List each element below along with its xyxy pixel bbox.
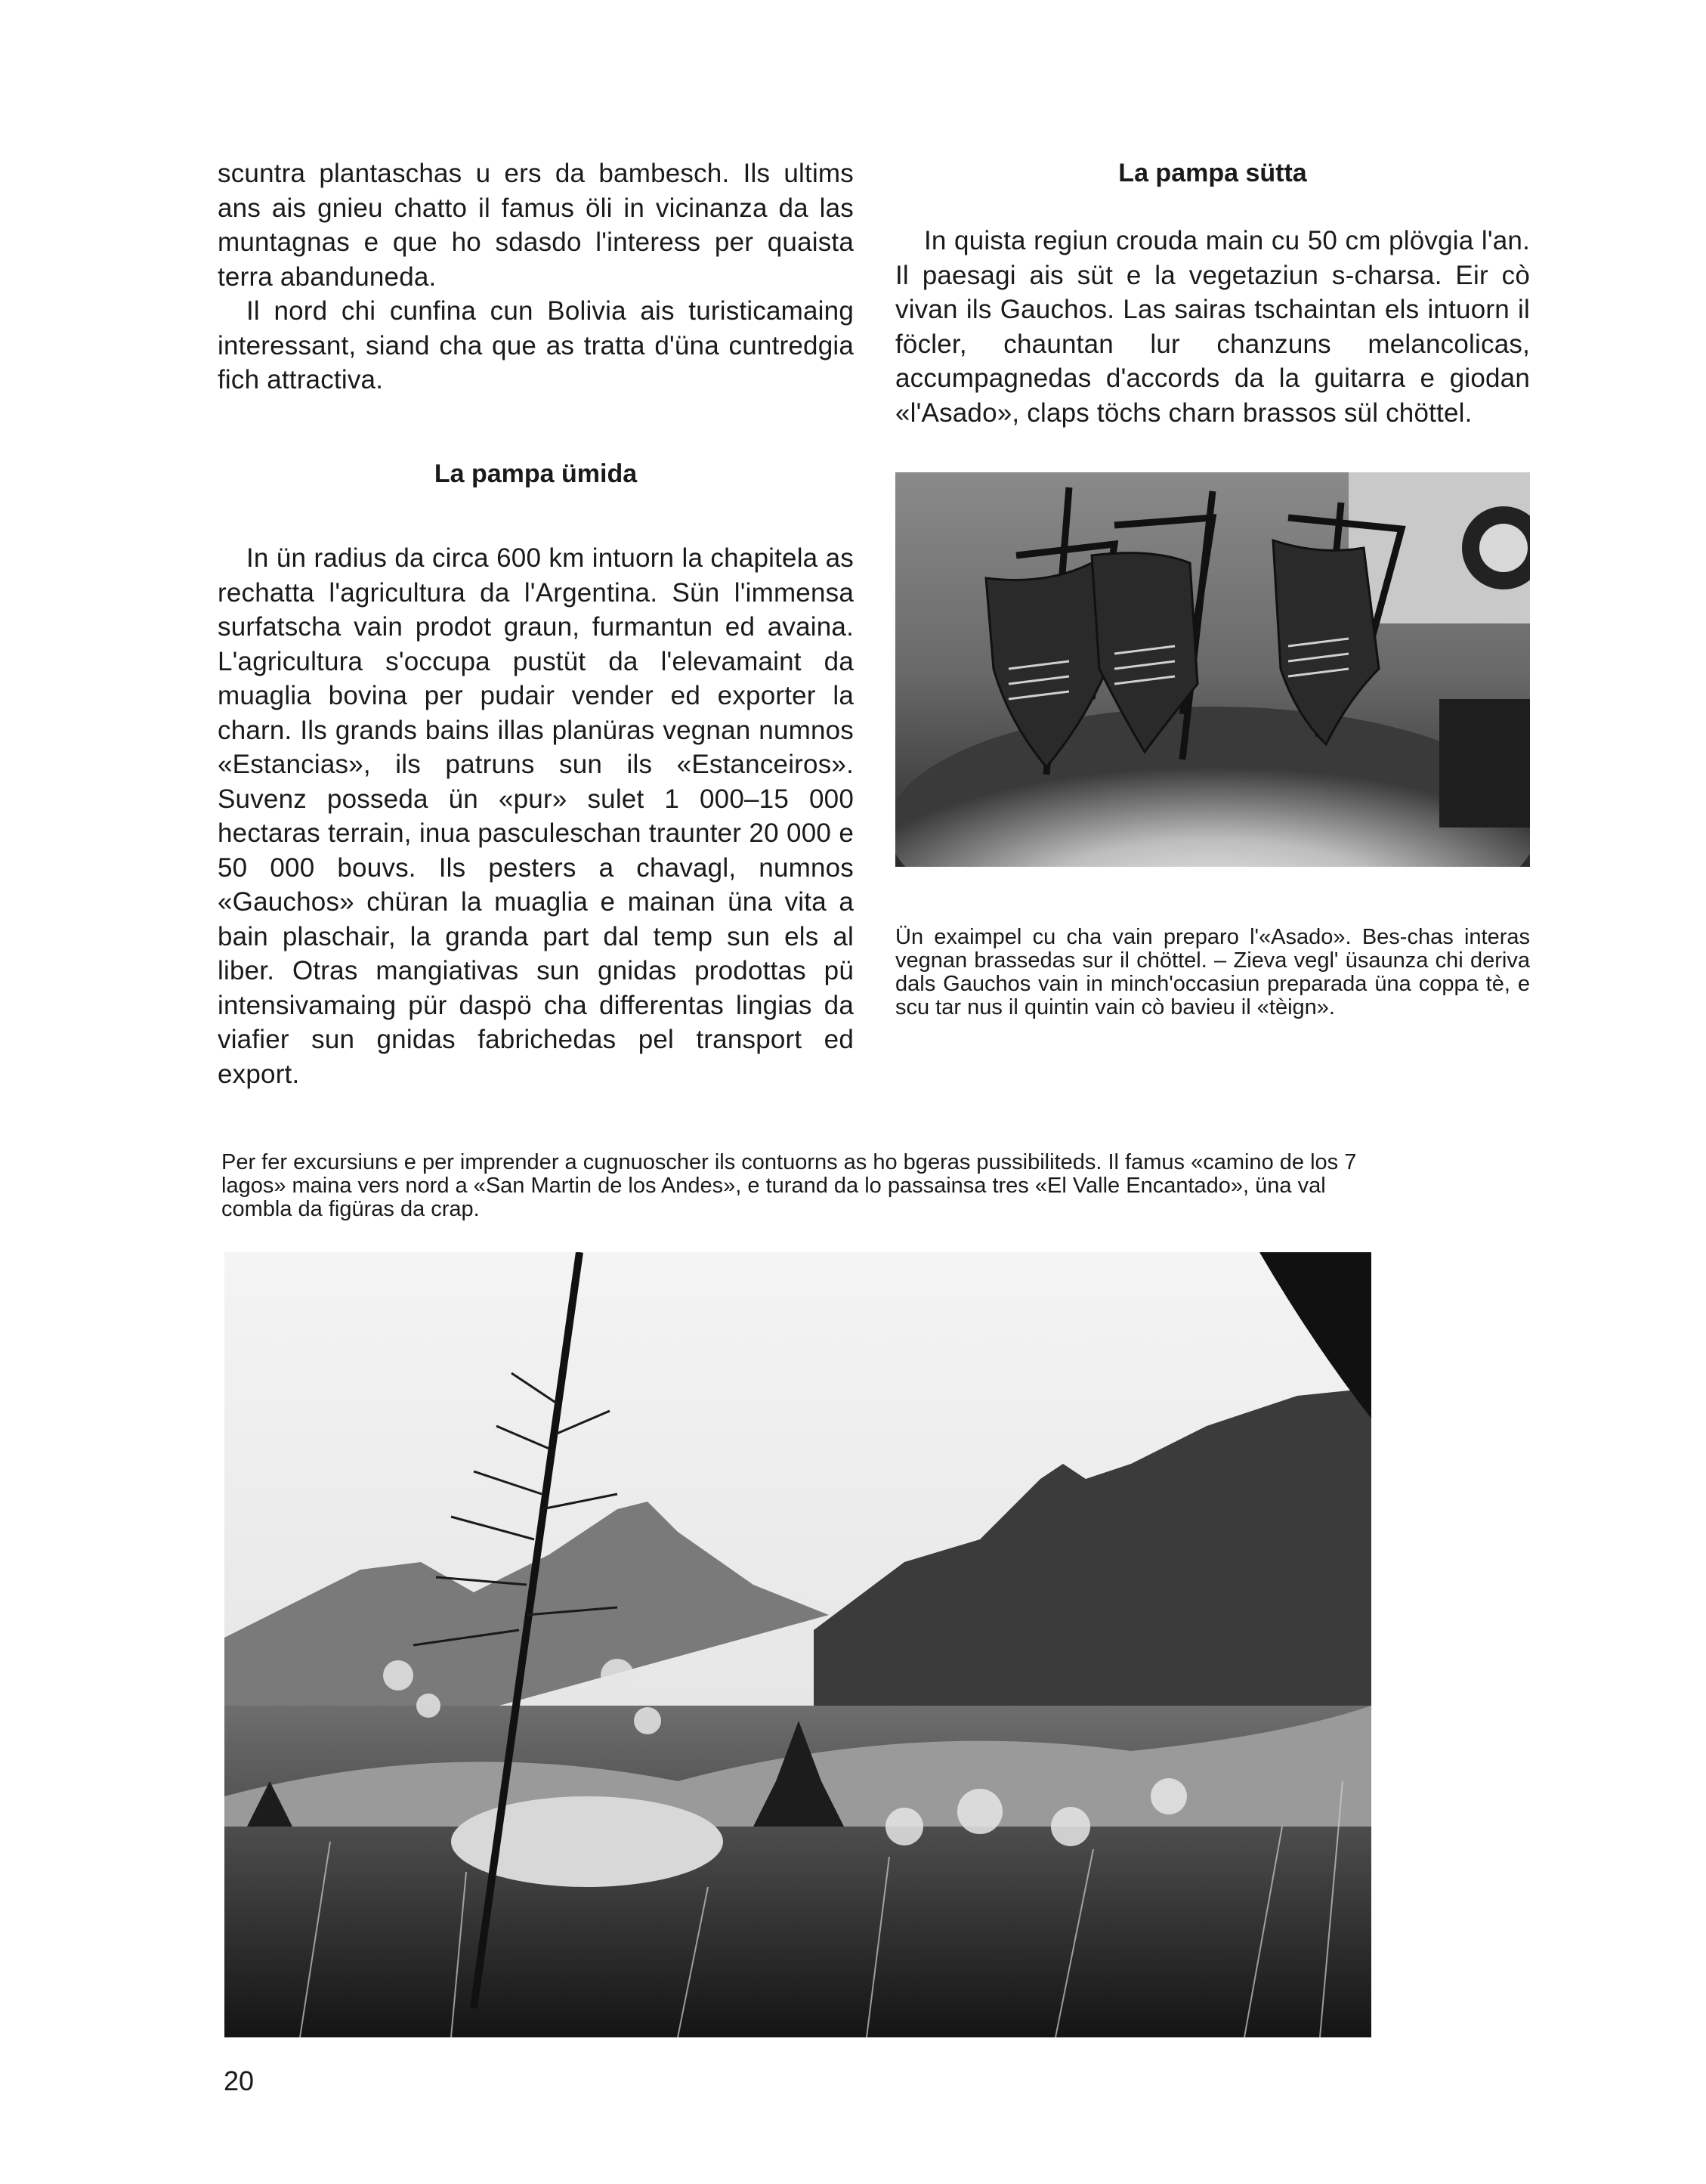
heading-pampa-sutta: La pampa sütta: [1118, 159, 1307, 187]
heading-pampa-umida: La pampa ümida: [434, 459, 638, 488]
intro-paragraph-1: scuntra plantaschas u ers da bambesch. Ils ultims ans ais gnieu chatto il famus öli in vicinanza da las muntagnas e que ho sdasdo l'interess per quaista terra abanduneda.: [218, 159, 854, 292]
asado-photo: [895, 472, 1530, 867]
asado-photo-image: [895, 472, 1530, 867]
pampa-umida-paragraph: In ün radius da circa 600 km intuorn la chapitela as rechatta l'agricultura da l'Argentina. Sün l'immensa surfatscha vain prodot graun, furmantun ed avaina. L'agricultura s'occupa pustüt da l'elevamaint da muaglia bovina per pudair vender ed exporter la charn. Ils grands bains illas planüras vegnan numnos «Estancias», ils patruns sun ils «Estanceiros». Suvenz posseda ün «pur» sulet 1 000–15 000 hectaras terrain, inua pasculeschan traunter 20 000 e 50 000 bouvs. Ils pesters a chavagl, numnos «Gauchos» chüran la muaglia e mainan üna vita a bain plaschair, la granda part dal temp sun els al liber. Otras mangiativas sun gnidas prodottas pü intensivamaing pür daspö cha differentas lingias da viafier sun gnidas fabrichedas pel transport ed export.: [218, 543, 854, 1089]
asado-caption: Ün exaimpel cu cha vain preparo l'«Asado». Bes-chas interas vegnan brassedas sur il chöttel. – Zieva vegl' üsaunza chi deriva dals Gauchos vain in minch'occasiun preparada üna coppa tè, e scu tar nus il quintin vain cò bavieu il «tèign».: [895, 925, 1530, 1019]
valle-encantado-photo-image: [224, 1252, 1371, 2037]
excursions-caption: Per fer excursiuns e per imprender a cugnuoscher ils contuorns as ho bgeras pussibiliteds. Il famus «camino de los 7 lagos» maina vers nord a «San Martin de los Andes», e turand da lo passainsa tres «El Valle Encantado», üna val combla da figüras da crap.: [221, 1150, 1357, 1221]
pampa-sutta-paragraph: In quista regiun crouda main cu 50 cm plövgia l'an. Il paesagi ais süt e la vegetaziun s-charsa. Eir cò vivan ils Gauchos. Las sairas tschaintan els intuorn il föcler, chauntan lur chanzuns melancolicas, accumpagnedas d'accords da la guitarra e giodan «l'Asado», claps töchs charn brassos sül chöttel.: [895, 226, 1530, 428]
right-section-body: [895, 224, 1530, 430]
left-column: [218, 156, 854, 398]
intro-paragraph-2: Il nord chi cunfina cun Bolivia ais turisticamaing interessant, siand cha que as tratta d'üna cuntredgia fich attractiva.: [218, 296, 854, 394]
valle-encantado-photo: [224, 1252, 1371, 2037]
left-section-body: [218, 541, 854, 1091]
page-number: 20: [224, 2065, 255, 2096]
